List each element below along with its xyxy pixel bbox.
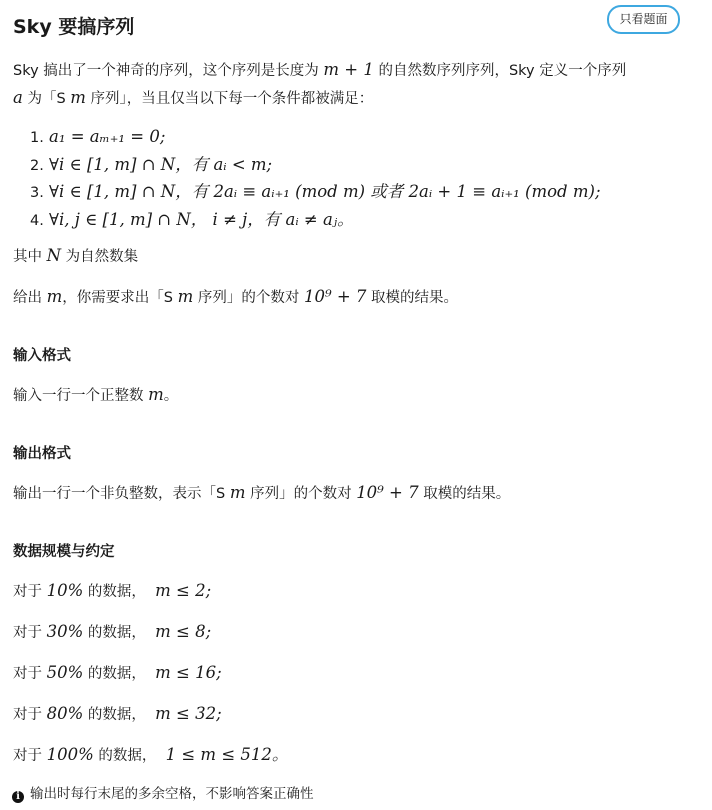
constraint-row: 对于 50% 的数据， m ≤ 16; <box>13 663 222 682</box>
constraint-row: 对于 30% 的数据， m ≤ 8; <box>13 622 212 641</box>
page-title: Sky 要搞序列 <box>13 16 135 38</box>
input-format-text: 输入一行一个正整数 m。 <box>13 385 179 404</box>
math-m-plus-1: m + 1 <box>323 60 374 79</box>
condition-item: 1. a₁ = aₘ₊₁ = 0; <box>30 127 166 146</box>
description-line-2: a 为「S m 序列」，当且仅当以下每一个条件都被满足： <box>13 88 374 107</box>
output-format-text: 输出一行一个非负整数，表示「S m 序列」的个数对 10⁹ + 7 取模的结果。 <box>13 483 511 502</box>
conditions-list <box>13 124 601 234</box>
info-icon: i <box>12 791 24 803</box>
input-format-heading: 输入格式 <box>13 348 71 364</box>
condition-item: 4. ∀i, j ∈ [1, m] ∩ N， i ≠ j，有 aᵢ ≠ aⱼ。 <box>30 209 354 229</box>
condition-item: 2. ∀i ∈ [1, m] ∩ N，有 aᵢ < m; <box>30 154 273 174</box>
trailing-space-note: i 输出时每行末尾的多余空格，不影响答案正确性 <box>12 784 314 804</box>
constraints-heading: 数据规模与约定 <box>13 544 115 560</box>
view-statement-only-button[interactable]: 只看题面 <box>607 5 680 34</box>
constraint-row: 对于 100% 的数据， 1 ≤ m ≤ 512。 <box>13 745 289 764</box>
natural-numbers-note: 其中 N 为自然数集 <box>13 246 139 265</box>
task-statement: 给出 m，你需要求出「S m 序列」的个数对 10⁹ + 7 取模的结果。 <box>13 287 459 306</box>
description-line-1: Sky 搞出了一个神奇的序列，这个序列是长度为 m + 1 的自然数序列序列，Sky 定义一个序列 <box>13 60 627 79</box>
condition-item: 3. ∀i ∈ [1, m] ∩ N，有 2aᵢ ≡ aᵢ₊₁ (mod m) 或者 2aᵢ + 1 ≡ aᵢ₊₁ (mod m); <box>30 182 601 201</box>
constraint-row: 对于 10% 的数据， m ≤ 2; <box>13 581 212 600</box>
constraint-row: 对于 80% 的数据， m ≤ 32; <box>13 704 222 723</box>
output-format-heading: 输出格式 <box>13 446 71 462</box>
